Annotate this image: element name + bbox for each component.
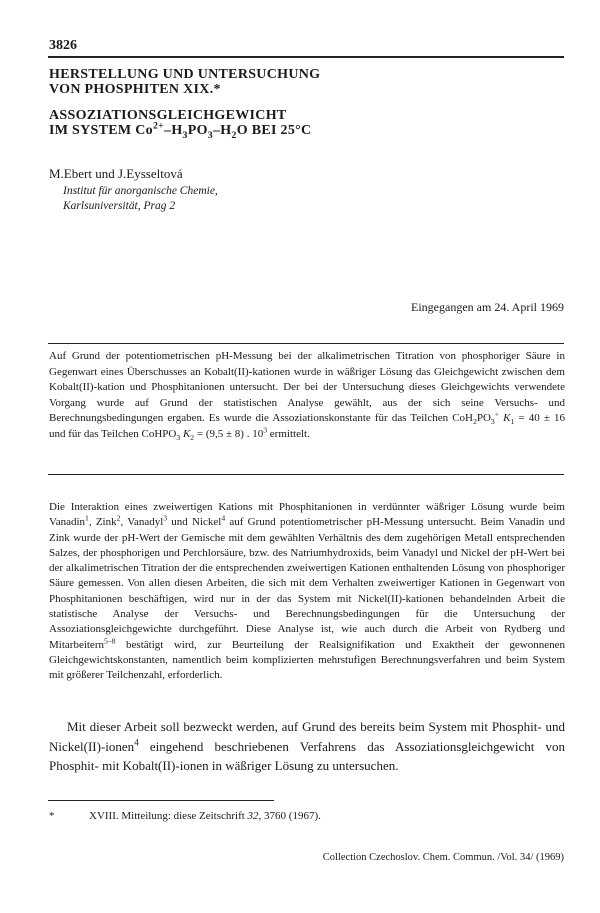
title-line-1: HERSTELLUNG UND UNTERSUCHUNG [49, 67, 321, 82]
authors: M.Ebert und J.Eysseltová [49, 166, 183, 181]
affiliation-line-1: Institut für anorganische Chemie, [63, 185, 218, 197]
footnote-mark: * [49, 810, 55, 822]
page-number: 3826 [49, 38, 77, 53]
affiliation [63, 184, 218, 214]
affiliation-line-2: Karlsuniversität, Prag 2 [63, 200, 176, 212]
journal-citation: Collection Czechoslov. Chem. Commun. /Vol. 34/ (1969) [322, 852, 564, 863]
footnote-rule [48, 800, 274, 801]
title-line-2: VON PHOSPHITEN XIX.* [49, 82, 221, 97]
abstract-top-rule [48, 343, 564, 344]
abstract: Auf Grund der potentiometrischen pH-Messung bei der alkalimetrischen Titration von phosphoriger Säure in Gegenwart eines Überschusses an Kobalt(II)-kationen wurde in wäßriger Lösung das Gleichgewicht zwischen dem Kobalt(II)-kation und Phosphitanionen untersucht. Der bei der Untersuchung dieses Gleichgewichts verwendete Vorgang wurde auf Grund der statistischen Analyse gewählt, aus der sich seine Versuchs- und Berechnungsbedingungen ergaben. Es wurde die Assoziationskonstante für das Teilchen $CoH_2PO_3^+$ $K_1 = 40 \pm 16$ und für das Teilchen CoHPO$_3$ $K_2 = (9,5 \pm 8)$ . $10^3$ ermittelt. [49, 350, 565, 442]
abstract-bottom-rule [48, 474, 564, 475]
subtitle-line-1: ASSOZIATIONSGLEICHGEWICHT [49, 108, 287, 123]
body-paragraph-2: Mit dieser Arbeit soll bezweckt werden, auf Grund des bereits beim System mit Phosphit- und Nickel(II)-ionen$^4$ eingehend beschriebenen Verfahrens das Assoziationsgleichgewicht von Phosphit- mit Kobalt(II)-ionen in wäßriger Lösung zu untersuchen. [49, 719, 565, 773]
article-title [49, 67, 569, 97]
article-subtitle [49, 108, 569, 141]
received-date: Eingegangen am 24. April 1969 [411, 300, 564, 314]
header-rule [48, 56, 564, 58]
subtitle-line-2: IM SYSTEM $Co^{2+}-H_3PO_3-H_2O$ BEI 25°C [49, 120, 312, 141]
footnote: * XVIII. Mitteilung: diese Zeitschrift 32, 3760 (1967). [49, 810, 321, 822]
body-paragraph-1: Die Interaktion eines zweiwertigen Kations mit Phosphitanionen in verdünnter wäßriger Lösung wurde beim Vanadin$^1$, Zink$^2$, Vanadyl$^3$ und Nickel$^4$ auf Grund potentiometrischer pH-Messung untersucht. Beim Vanadin und Zink wurde der pH-Wert der Gemische mit dem gewählten Verhältnis des dem zugehörigen Metall entsprechenden Salzes, der phosphorigen und Perchlorsäure, bzw. des Natriumhydroxids, beim Vanadyl und Nickel der pH-Wert bei der alkalimetrischen Titration der die entsprechenden zweiwertigen Kationen enthaltenden Lösung von phosphoriger Säure gemessen. Von allen diesen Arbeiten, die sich mit dem Verhalten zweiwertiger Kationen in Gegenwart von Phosphitanionen beschäftigen, wird nur in der das System mit Nickel(II)-kationen behandelnden Arbeit die statistische Analyse der Versuchs- und Berechnungsbedingungen für die Untersuchung der Assoziationsgleichgewichte durchgeführt. Diese Analyse ist, wie auch durch die Arbeit von Rydberg und Mitarbeitern$^{5-8}$ bestätigt wird, zur Beurteilung der Realsignifikation und Exaktheit der gewonnenen Gleichgewichtskonstanten, namentlich beim komplizierten mehrstufigen Berechnungsverfahren und beim System mit größerer Teilchenzahl, erforderlich. [49, 501, 565, 682]
